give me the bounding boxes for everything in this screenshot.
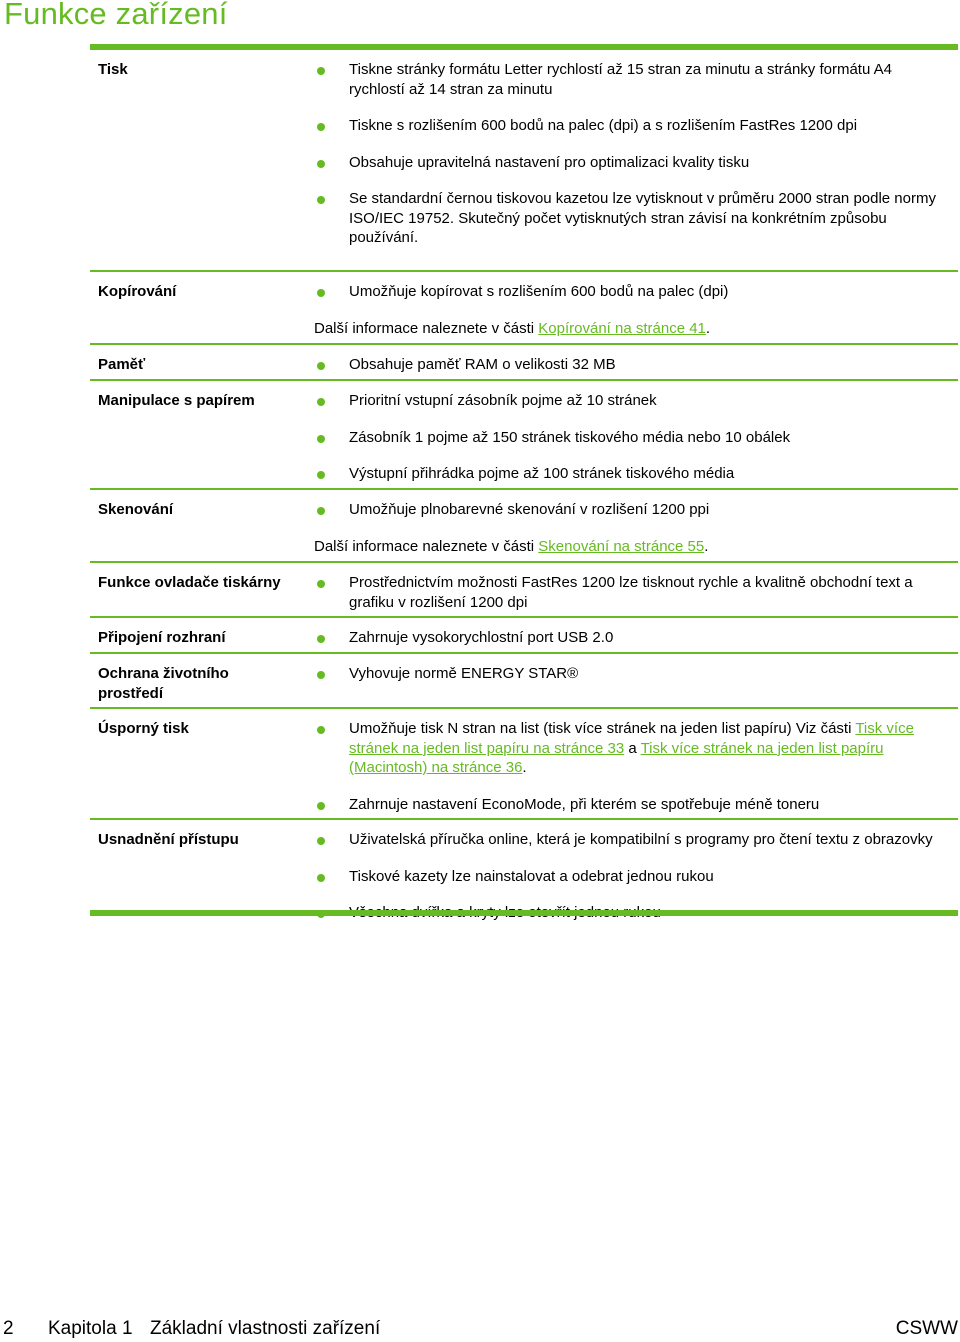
copy-page-link[interactable]: Kopírování na stránce 41	[538, 319, 706, 337]
bullet-text: Zahrnuje vysokorychlostní port USB 2.0	[349, 629, 614, 646]
brand-label: CSWW	[895, 1318, 958, 1339]
note-end: .	[705, 319, 711, 337]
multi-page-link[interactable]: Tisk více stránek na jeden list papíru na stránce 33	[349, 720, 914, 757]
bullet-text: Tiskové kazety lze nainstalovat a odebrat jednou rukou	[349, 867, 714, 885]
row-label: Tisk	[98, 61, 128, 78]
bullet-icon	[317, 726, 325, 734]
list-item	[314, 830, 958, 850]
bullet-icon	[317, 289, 325, 297]
bullet-icon	[317, 160, 325, 168]
bullet-icon	[317, 471, 325, 479]
list-item	[314, 795, 958, 815]
bullet-text: Tiskne s rozlišením 600 bodů na palec (dpi) a s rozlišením FastRes 1200 dpi	[349, 117, 858, 134]
page-number: 2	[3, 1318, 14, 1339]
list-item	[314, 464, 958, 484]
bullet-icon	[317, 837, 325, 845]
list-item	[314, 628, 958, 648]
bullet-text: Tiskne stránky formátu Letter rychlostí až 15 stran za minutu a stránky formátu A4 rychlostí až 14 stran za minutu	[349, 61, 893, 98]
row-label: Usnadnění přístupu	[98, 831, 239, 848]
bullet-text: Výstupní přihrádka pojme až 100 stránek tiskového média	[349, 465, 735, 482]
bullet-icon	[317, 671, 325, 679]
table-row-tisk	[90, 50, 958, 272]
bullet-text: Obsahuje upravitelná nastavení pro optimalizaci kvality tisku	[349, 153, 750, 171]
list-item	[314, 719, 958, 778]
bullet-text: Vyhovuje normě ENERGY STAR®	[349, 665, 579, 682]
bullet-text: Zahrnuje nastavení EconoMode, při kterém se spotřebuje méně toneru	[349, 795, 820, 813]
row-label: Paměť	[98, 356, 146, 373]
list-item	[314, 282, 958, 302]
bullet-icon	[317, 635, 325, 643]
table-bottom-rule	[90, 910, 958, 916]
table-row-ovladac	[90, 563, 958, 618]
multi-page-mac-link[interactable]: Tisk více stránek na jeden list papíru (Macintosh) na stránce 36	[349, 739, 884, 776]
bullet-text: Umožňuje kopírovat s rozlišením 600 bodů na palec (dpi)	[349, 283, 729, 300]
more-info-note	[314, 319, 958, 339]
row-label: Kopírování	[98, 283, 177, 300]
row-label: Funkce ovladače tiskárny	[98, 574, 281, 591]
row-label: Skenování	[98, 501, 174, 518]
note-text: Další informace naleznete v části	[314, 537, 539, 555]
bullet-icon	[317, 802, 325, 810]
bullet-text: Obsahuje paměť RAM o velikosti 32 MB	[349, 356, 616, 373]
bullet-icon	[317, 123, 325, 131]
bullet-icon	[317, 196, 325, 204]
table-row-kopirovani	[90, 272, 958, 345]
bullet-text: Zásobník 1 pojme až 150 stránek tiskového média nebo 10 obálek	[349, 428, 791, 446]
list-item	[314, 428, 958, 448]
row-label: Připojení rozhraní	[98, 629, 226, 646]
page-title: Funkce zařízení	[4, 0, 228, 31]
row-label: Manipulace s papírem	[98, 392, 255, 409]
table-row-pripojeni	[90, 618, 958, 654]
more-info-note	[314, 537, 958, 557]
bullet-text: Uživatelská příručka online, která je kompatibilní s programy pro čtení textu z obrazovky	[349, 831, 933, 848]
bullet-icon	[317, 67, 325, 75]
list-item	[314, 60, 958, 99]
bullet-icon	[317, 398, 325, 406]
list-item	[314, 391, 958, 411]
table-row-usporny-tisk	[90, 709, 958, 820]
list-item	[314, 355, 958, 375]
table-row-skenovani	[90, 490, 958, 563]
bullet-text: Umožňuje tisk N stran na list (tisk více stránek na jeden list papíru) Viz části	[349, 720, 856, 737]
bullet-icon	[317, 507, 325, 515]
list-item	[314, 189, 958, 248]
list-item	[314, 153, 958, 173]
features-table	[90, 50, 958, 928]
bullet-text: Umožňuje plnobarevné skenování v rozlišení 1200 ppi	[349, 501, 710, 518]
bullet-icon	[317, 874, 325, 882]
scan-page-link[interactable]: Skenování na stránce 55	[538, 537, 705, 555]
bullet-text-mid: a	[624, 739, 641, 757]
chapter-title: Základní vlastnosti zařízení	[150, 1318, 381, 1339]
bullet-icon	[317, 580, 325, 588]
list-item	[314, 573, 958, 612]
list-item	[314, 664, 958, 684]
list-item	[314, 867, 958, 887]
row-label: Ochrana životního prostředí	[98, 665, 229, 702]
bullet-icon	[317, 362, 325, 370]
note-text: Další informace naleznete v části	[314, 319, 539, 337]
list-item	[314, 116, 958, 136]
row-label: Úsporný tisk	[98, 720, 189, 737]
list-item	[314, 500, 958, 520]
table-row-pamet	[90, 345, 958, 381]
bullet-text: Prostřednictvím možnosti FastRes 1200 lze tisknout rychle a kvalitně obchodní text a grafiku v rozlišení 1200 dpi	[349, 574, 913, 611]
chapter-label: Kapitola 1	[48, 1318, 133, 1339]
bullet-text-end: .	[522, 759, 527, 776]
note-end: .	[704, 537, 709, 555]
table-row-ochrana	[90, 654, 958, 709]
bullet-icon	[317, 435, 325, 443]
table-row-manipulace	[90, 381, 958, 490]
bullet-text: Se standardní černou tiskovou kazetou lze vytisknout v průměru 2000 stran podle normy ISO/IEC 19752. Skutečný počet vytisknutých stran závisí na konkrétním způsobu používání.	[349, 190, 936, 246]
page-footer	[0, 1318, 960, 1342]
bullet-text: Prioritní vstupní zásobník pojme až 10 stránek	[349, 392, 657, 409]
